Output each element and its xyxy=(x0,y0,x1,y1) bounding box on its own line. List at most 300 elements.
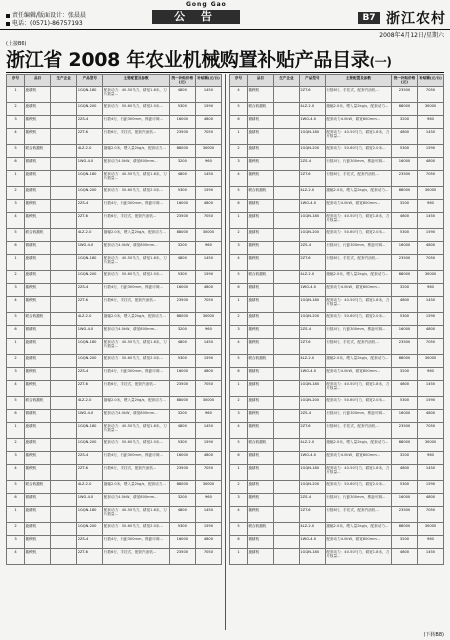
cell-spec: 配套动力：50-60马力，耕宽2.0米... xyxy=(103,523,169,536)
cell-price: 5300 xyxy=(392,481,418,494)
cell-model: 2ZT-6 xyxy=(299,255,325,271)
cell-maker xyxy=(273,381,299,397)
cell-price: 5300 xyxy=(169,271,195,284)
cell-price: 16000 xyxy=(169,452,195,465)
cell-subsidy: 1450 xyxy=(417,213,443,229)
cell-no: 5 xyxy=(7,229,25,242)
cell-subsidy: 960 xyxy=(417,368,443,381)
cell-subsidy: 1450 xyxy=(195,255,221,271)
table-row xyxy=(7,171,222,187)
cell-maker xyxy=(273,129,299,145)
cell-spec: 配套动力：40-50马力，耕宽1.8米，刀片数量... xyxy=(103,87,169,103)
cell-spec: 行数4行，行距300mm，株距可调... xyxy=(103,368,169,381)
table-row xyxy=(7,423,222,439)
table-row xyxy=(7,410,222,423)
cell-price: 16000 xyxy=(169,536,195,549)
cell-maker xyxy=(273,397,299,410)
cell-price: 88000 xyxy=(169,313,195,326)
cell-subsidy: 960 xyxy=(417,200,443,213)
cell-model: 4LZ-2.0 xyxy=(299,271,325,284)
cell-maker xyxy=(51,452,77,465)
cell-price: 88000 xyxy=(392,439,418,452)
cell-category: 插秧机 xyxy=(247,242,273,255)
cell-maker xyxy=(51,326,77,339)
col-price: 统一补贴价格(元) xyxy=(169,75,195,87)
cell-no: 2 xyxy=(230,229,248,242)
col-spec: 主要配置及参数 xyxy=(325,75,391,87)
cell-category: 联合收割机 xyxy=(247,439,273,452)
cell-no: 5 xyxy=(7,481,25,494)
cell-maker xyxy=(51,103,77,116)
cell-price: 4800 xyxy=(169,255,195,271)
bullet-icon xyxy=(6,14,10,18)
cell-price: 3200 xyxy=(392,200,418,213)
cell-maker xyxy=(273,339,299,355)
cell-price: 5300 xyxy=(392,229,418,242)
table-row xyxy=(7,158,222,171)
cell-category: 旋耕机 xyxy=(247,381,273,397)
cell-spec: 配套动力：40-50马力，耕宽1.8米，刀片数量... xyxy=(325,465,391,481)
cell-spec: 配套动力：40-50马力，耕宽1.8米，刀片数量... xyxy=(325,297,391,313)
cell-category: 微耕机 xyxy=(25,158,51,171)
cell-model: 1GQN-180 xyxy=(77,507,103,523)
cell-subsidy: 1590 xyxy=(417,313,443,326)
table-row xyxy=(230,271,444,284)
cell-price: 5300 xyxy=(392,313,418,326)
col-no: 序号 xyxy=(7,75,25,87)
cell-maker xyxy=(273,481,299,494)
cell-category: 旋耕机 xyxy=(25,523,51,536)
table-row xyxy=(230,355,444,368)
cell-maker xyxy=(273,187,299,200)
table-row xyxy=(7,255,222,271)
cell-category: 旋耕机 xyxy=(247,297,273,313)
cell-maker xyxy=(51,255,77,271)
cell-no: 6 xyxy=(230,452,248,465)
table-row xyxy=(7,549,222,565)
cell-spec: 配套动力：50-60马力，耕宽2.0米... xyxy=(103,103,169,116)
title-main: 浙江省 2008 年农业机械购置补贴产品目录 xyxy=(6,49,370,71)
cell-maker xyxy=(273,271,299,284)
cell-price: 3200 xyxy=(169,158,195,171)
cell-category: 旋耕机 xyxy=(247,213,273,229)
cell-subsidy: 1450 xyxy=(195,507,221,523)
cell-spec: 配套动力4.0kW，耕宽800mm... xyxy=(103,158,169,171)
cell-category: 旋耕机 xyxy=(25,103,51,116)
cell-subsidy: 1590 xyxy=(417,145,443,158)
cell-model: 1GQN-200 xyxy=(299,481,325,494)
cell-category: 插秧机 xyxy=(25,452,51,465)
cell-maker xyxy=(51,129,77,145)
cell-spec: 割幅2.0米，喂入量2kg/s，配套动力... xyxy=(103,313,169,326)
cell-model: 1WG-4.0 xyxy=(77,326,103,339)
cell-no: 1 xyxy=(7,507,25,523)
cell-category: 插秧机 xyxy=(247,158,273,171)
cell-subsidy: 7050 xyxy=(195,213,221,229)
cell-maker xyxy=(51,87,77,103)
cell-subsidy: 4800 xyxy=(417,326,443,339)
table-row xyxy=(230,536,444,549)
cell-category: 旋耕机 xyxy=(247,481,273,494)
cell-subsidy: 4800 xyxy=(417,494,443,507)
cell-subsidy: 960 xyxy=(195,158,221,171)
cell-subsidy: 4800 xyxy=(417,242,443,255)
cell-no: 3 xyxy=(230,326,248,339)
table-row xyxy=(7,187,222,200)
cell-model: 1WG-4.0 xyxy=(299,200,325,213)
table-row xyxy=(7,103,222,116)
cell-no: 4 xyxy=(7,297,25,313)
cell-spec: 配套动力4.0kW，耕宽800mm... xyxy=(103,326,169,339)
cell-model: 1GQN-200 xyxy=(77,439,103,452)
cell-subsidy: 1590 xyxy=(195,103,221,116)
cell-subsidy: 960 xyxy=(195,494,221,507)
table-row xyxy=(7,536,222,549)
cell-price: 3200 xyxy=(392,284,418,297)
table-row xyxy=(7,381,222,397)
cell-maker xyxy=(273,213,299,229)
cell-category: 旋耕机 xyxy=(25,271,51,284)
cell-maker xyxy=(51,410,77,423)
cell-category: 旋耕机 xyxy=(25,439,51,452)
cell-price: 23500 xyxy=(392,171,418,187)
cell-maker xyxy=(51,313,77,326)
cell-maker xyxy=(51,339,77,355)
cell-no: 4 xyxy=(7,129,25,145)
cell-no: 4 xyxy=(230,507,248,523)
col-model: 产品型号 xyxy=(299,75,325,87)
cell-subsidy: 30000 xyxy=(417,103,443,116)
table-row xyxy=(7,494,222,507)
cell-no: 4 xyxy=(230,255,248,271)
cell-maker xyxy=(273,200,299,213)
cell-price: 88000 xyxy=(169,481,195,494)
table-row xyxy=(230,297,444,313)
title-rule xyxy=(6,72,444,73)
cell-price: 4800 xyxy=(169,87,195,103)
cell-price: 23500 xyxy=(169,129,195,145)
cell-category: 插秧机 xyxy=(247,87,273,103)
cell-no: 2 xyxy=(7,187,25,200)
editor-credits xyxy=(6,12,86,28)
cell-subsidy: 960 xyxy=(195,326,221,339)
cell-model: 4LZ-2.0 xyxy=(77,229,103,242)
cell-spec: 行数6行，手扶式，配套汽油机... xyxy=(103,381,169,397)
cell-category: 旋耕机 xyxy=(247,313,273,326)
cell-model: 4LZ-2.0 xyxy=(299,355,325,368)
table-row xyxy=(230,494,444,507)
cell-subsidy: 960 xyxy=(417,536,443,549)
cell-category: 微耕机 xyxy=(247,284,273,297)
cell-subsidy: 1450 xyxy=(195,423,221,439)
cell-subsidy: 30000 xyxy=(417,271,443,284)
cell-category: 插秧机 xyxy=(247,255,273,271)
cell-no: 6 xyxy=(230,116,248,129)
cell-price: 3200 xyxy=(169,242,195,255)
cell-subsidy: 1450 xyxy=(417,297,443,313)
cell-model: 1WG-4.0 xyxy=(77,158,103,171)
cell-maker xyxy=(51,171,77,187)
cell-subsidy: 4800 xyxy=(195,368,221,381)
cell-price: 88000 xyxy=(392,355,418,368)
cell-maker xyxy=(273,355,299,368)
cell-maker xyxy=(51,465,77,481)
cell-subsidy: 1590 xyxy=(195,439,221,452)
cell-model: 2ZT-6 xyxy=(77,213,103,229)
cell-maker xyxy=(51,242,77,255)
cell-no: 3 xyxy=(7,368,25,381)
cell-no: 1 xyxy=(230,549,248,565)
table-row xyxy=(7,465,222,481)
cell-no: 5 xyxy=(230,523,248,536)
cell-model: 2ZS-4 xyxy=(299,242,325,255)
cell-category: 插秧机 xyxy=(247,507,273,523)
cell-no: 6 xyxy=(7,494,25,507)
cell-no: 4 xyxy=(230,171,248,187)
cell-subsidy: 1450 xyxy=(417,549,443,565)
table-row xyxy=(7,439,222,452)
cell-model: 1GQN-200 xyxy=(77,187,103,200)
col-spec: 主要配置及参数 xyxy=(103,75,169,87)
table-row xyxy=(230,284,444,297)
cell-subsidy: 4800 xyxy=(417,158,443,171)
cell-spec: 配套动力：40-50马力，耕宽1.8米，刀片数量... xyxy=(325,549,391,565)
cell-model: 2ZS-4 xyxy=(77,116,103,129)
cell-price: 16000 xyxy=(169,368,195,381)
table-row xyxy=(7,129,222,145)
cell-price: 23500 xyxy=(392,255,418,271)
cell-no: 6 xyxy=(230,536,248,549)
table-row xyxy=(7,313,222,326)
cell-price: 4800 xyxy=(392,213,418,229)
col-no: 序号 xyxy=(230,75,248,87)
cell-subsidy: 1450 xyxy=(195,171,221,187)
col-subsidy: 补贴额(元/台) xyxy=(195,75,221,87)
cell-model: 1WG-4.0 xyxy=(77,242,103,255)
cell-model: 4LZ-2.0 xyxy=(299,439,325,452)
cell-model: 2ZS-4 xyxy=(77,452,103,465)
cell-category: 插秧机 xyxy=(25,284,51,297)
cell-model: 1GQN-200 xyxy=(77,271,103,284)
table-row xyxy=(230,465,444,481)
cell-model: 4LZ-2.0 xyxy=(299,523,325,536)
cell-no: 4 xyxy=(7,381,25,397)
cell-category: 旋耕机 xyxy=(247,397,273,410)
newspaper-logo: 浙江农村 xyxy=(386,11,446,27)
cell-category: 微耕机 xyxy=(247,368,273,381)
cell-no: 3 xyxy=(230,410,248,423)
table-row xyxy=(230,171,444,187)
cell-category: 联合收割机 xyxy=(247,271,273,284)
cell-spec: 配套动力：50-60马力，耕宽2.0米... xyxy=(325,397,391,410)
cell-category: 插秧机 xyxy=(247,171,273,187)
table-row xyxy=(230,523,444,536)
cell-price: 23500 xyxy=(392,339,418,355)
cell-category: 微耕机 xyxy=(25,494,51,507)
cell-subsidy: 1590 xyxy=(195,355,221,368)
cell-maker xyxy=(273,507,299,523)
cell-price: 16000 xyxy=(392,494,418,507)
cell-no: 4 xyxy=(7,465,25,481)
cell-model: 4LZ-2.0 xyxy=(77,145,103,158)
col-model: 产品型号 xyxy=(77,75,103,87)
cell-no: 3 xyxy=(7,116,25,129)
column-divider xyxy=(225,74,226,630)
cell-price: 88000 xyxy=(392,103,418,116)
cell-maker xyxy=(51,229,77,242)
cell-model: 2ZT-6 xyxy=(77,297,103,313)
cell-subsidy: 30000 xyxy=(195,481,221,494)
cell-spec: 割幅2.0米，喂入量2kg/s，配套动力... xyxy=(325,355,391,368)
cell-subsidy: 7050 xyxy=(417,171,443,187)
table-row xyxy=(230,129,444,145)
cell-spec: 配套动力：50-60马力，耕宽2.0米... xyxy=(325,145,391,158)
cell-category: 旋耕机 xyxy=(25,339,51,355)
article-title xyxy=(6,45,446,72)
table-row xyxy=(7,368,222,381)
table-row xyxy=(7,481,222,494)
cell-model: 2ZS-4 xyxy=(299,410,325,423)
cell-maker xyxy=(273,523,299,536)
cell-maker xyxy=(51,397,77,410)
cell-subsidy: 30000 xyxy=(417,187,443,200)
table-row xyxy=(230,145,444,158)
cell-model: 2ZS-4 xyxy=(77,284,103,297)
cell-category: 旋耕机 xyxy=(25,187,51,200)
cell-spec: 割幅2.0米，喂入量2kg/s，配套动力... xyxy=(103,145,169,158)
cell-subsidy: 1590 xyxy=(417,481,443,494)
cell-model: 1WG-4.0 xyxy=(77,410,103,423)
cell-spec: 行数4行，行距300mm，株距可调... xyxy=(103,536,169,549)
cell-price: 88000 xyxy=(169,145,195,158)
continued-tag: (上接B6) xyxy=(6,41,27,47)
cell-price: 3200 xyxy=(392,368,418,381)
cell-spec: 配套动力4.0kW，耕宽800mm... xyxy=(103,494,169,507)
cell-spec: 行数4行，行距300mm，株距可调... xyxy=(325,494,391,507)
cell-maker xyxy=(273,242,299,255)
cell-maker xyxy=(51,271,77,284)
cell-spec: 配套动力4.0kW，耕宽800mm... xyxy=(325,452,391,465)
cell-model: 1GQN-180 xyxy=(299,549,325,565)
cell-no: 6 xyxy=(230,284,248,297)
cell-no: 2 xyxy=(7,271,25,284)
cell-subsidy: 1450 xyxy=(195,339,221,355)
cell-model: 1GQN-180 xyxy=(299,381,325,397)
table-row xyxy=(230,255,444,271)
cell-maker xyxy=(273,158,299,171)
cell-model: 2ZT-6 xyxy=(299,423,325,439)
cell-maker xyxy=(273,116,299,129)
cell-no: 3 xyxy=(230,242,248,255)
cell-category: 旋耕机 xyxy=(25,507,51,523)
table-row xyxy=(230,200,444,213)
cell-subsidy: 1590 xyxy=(195,271,221,284)
cell-maker xyxy=(273,284,299,297)
cell-spec: 配套动力4.0kW，耕宽800mm... xyxy=(325,368,391,381)
issue-date: 2008年4月12日/星期六 xyxy=(379,32,444,39)
cell-maker xyxy=(51,368,77,381)
cell-spec: 配套动力：50-60马力，耕宽2.0米... xyxy=(325,481,391,494)
bullet-icon xyxy=(6,22,10,26)
table-row xyxy=(230,313,444,326)
cell-maker xyxy=(51,158,77,171)
col-maker: 生产企业 xyxy=(51,75,77,87)
cell-spec: 行数6行，手扶式，配套汽油机... xyxy=(325,255,391,271)
cell-model: 1WG-4.0 xyxy=(299,284,325,297)
cell-price: 4800 xyxy=(392,465,418,481)
cell-price: 23500 xyxy=(169,381,195,397)
right-column xyxy=(229,74,444,630)
cell-maker xyxy=(273,229,299,242)
cell-price: 5300 xyxy=(169,103,195,116)
cell-spec: 行数4行，行距300mm，株距可调... xyxy=(103,116,169,129)
cell-spec: 割幅2.0米，喂入量2kg/s，配套动力... xyxy=(325,523,391,536)
cell-subsidy: 4800 xyxy=(195,200,221,213)
table-row xyxy=(230,381,444,397)
table-row xyxy=(7,297,222,313)
cell-price: 5300 xyxy=(392,145,418,158)
cell-price: 3200 xyxy=(392,116,418,129)
cell-no: 5 xyxy=(7,397,25,410)
cell-price: 3200 xyxy=(169,326,195,339)
cell-subsidy: 960 xyxy=(417,116,443,129)
cell-maker xyxy=(273,494,299,507)
table-row xyxy=(230,187,444,200)
cell-category: 插秧机 xyxy=(247,494,273,507)
catalog-table-right xyxy=(229,74,444,565)
cell-price: 16000 xyxy=(392,410,418,423)
cell-no: 2 xyxy=(7,523,25,536)
cell-subsidy: 30000 xyxy=(195,145,221,158)
cell-maker xyxy=(51,145,77,158)
cell-price: 4800 xyxy=(392,129,418,145)
table-row xyxy=(7,213,222,229)
cell-no: 2 xyxy=(7,355,25,368)
cell-no: 1 xyxy=(230,297,248,313)
cell-category: 微耕机 xyxy=(25,242,51,255)
cell-spec: 割幅2.0米，喂入量2kg/s，配套动力... xyxy=(103,481,169,494)
cell-spec: 配套动力4.0kW，耕宽800mm... xyxy=(103,410,169,423)
cell-spec: 行数4行，行距300mm，株距可调... xyxy=(103,284,169,297)
table-header-row xyxy=(7,75,222,87)
cell-subsidy: 1450 xyxy=(417,465,443,481)
cell-no: 1 xyxy=(7,171,25,187)
table-row xyxy=(7,200,222,213)
cell-price: 88000 xyxy=(392,523,418,536)
cell-no: 2 xyxy=(230,145,248,158)
table-row xyxy=(230,397,444,410)
cell-model: 2ZS-4 xyxy=(77,368,103,381)
col-price: 统一补贴价格(元) xyxy=(392,75,418,87)
cell-no: 5 xyxy=(230,187,248,200)
cell-model: 1GQN-180 xyxy=(77,255,103,271)
page-number-badge: B7 xyxy=(358,12,380,24)
cell-maker xyxy=(51,200,77,213)
table-row xyxy=(7,145,222,158)
cell-category: 联合收割机 xyxy=(247,187,273,200)
cell-no: 3 xyxy=(7,536,25,549)
table-row xyxy=(230,242,444,255)
table-row xyxy=(230,549,444,565)
cell-model: 1GQN-180 xyxy=(77,171,103,187)
cell-no: 4 xyxy=(230,423,248,439)
cell-model: 4LZ-2.0 xyxy=(77,313,103,326)
cell-category: 微耕机 xyxy=(247,200,273,213)
cell-spec: 割幅2.0米，喂入量2kg/s，配套动力... xyxy=(325,271,391,284)
cell-no: 1 xyxy=(7,255,25,271)
cell-spec: 配套动力：40-50马力，耕宽1.8米，刀片数量... xyxy=(103,339,169,355)
cell-maker xyxy=(51,549,77,565)
